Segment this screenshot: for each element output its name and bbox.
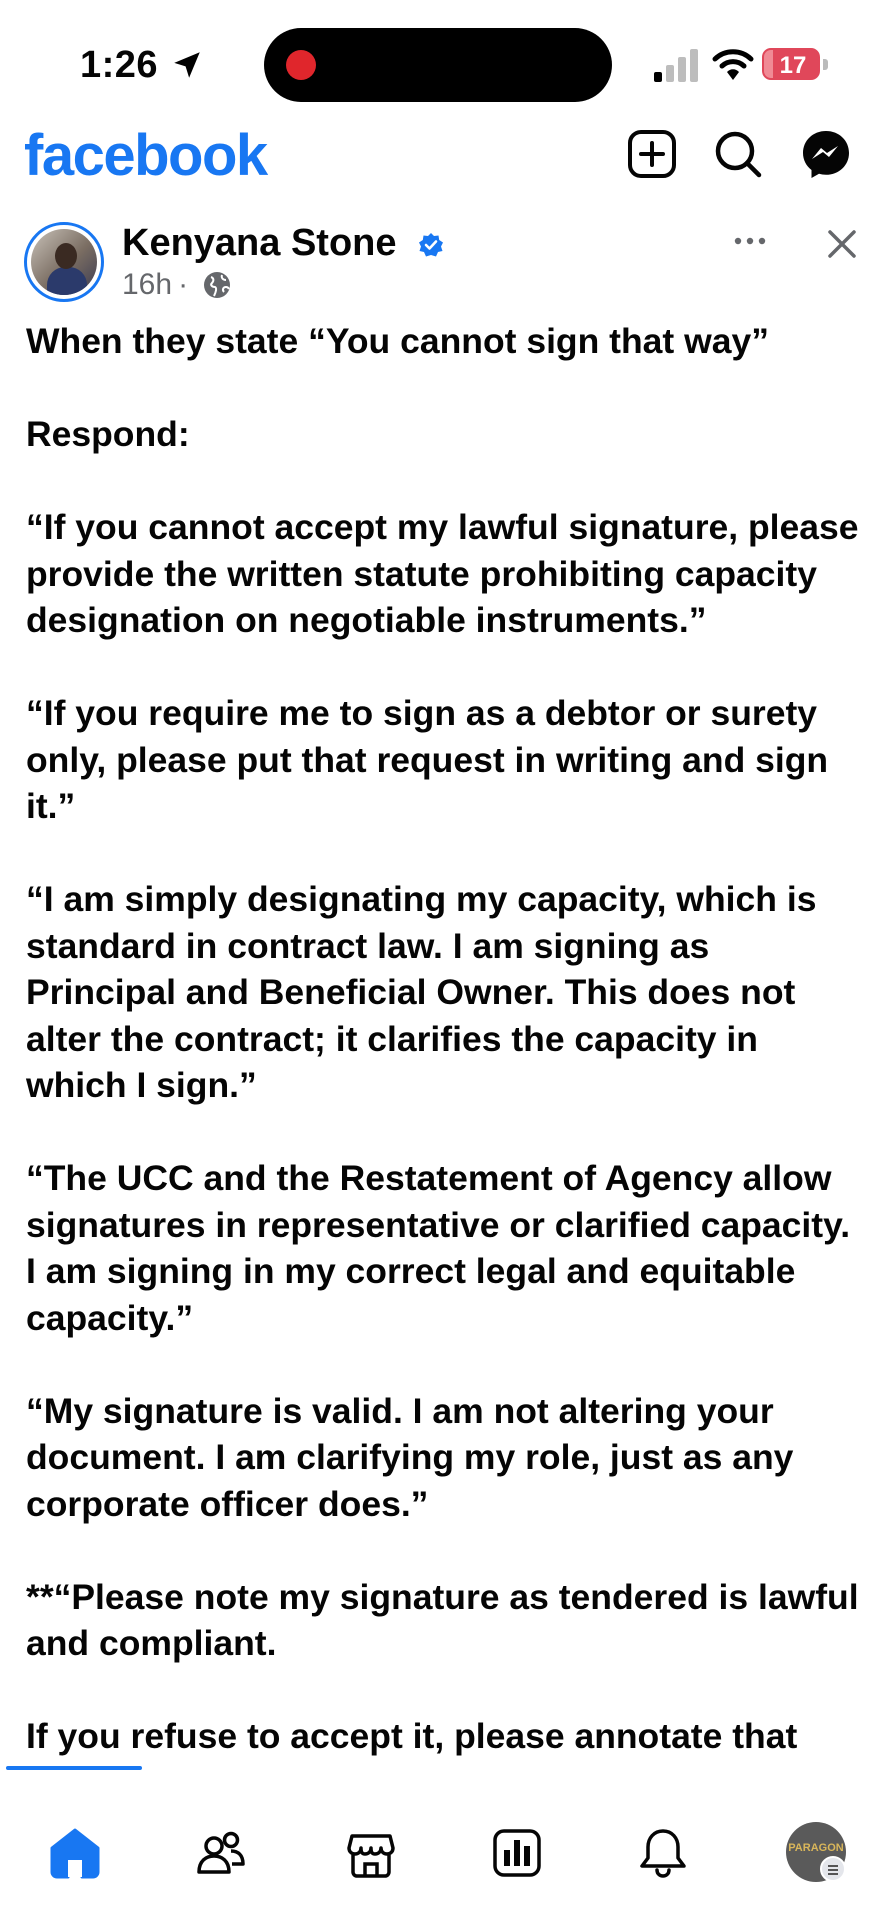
post-meta xyxy=(122,268,232,302)
active-tab-indicator xyxy=(6,1766,142,1770)
plus-square-icon[interactable] xyxy=(626,128,678,180)
author-avatar[interactable] xyxy=(24,222,104,302)
post-paragraph: “If you cannot accept my lawful signature, please provide the written statute prohibiting capacity designation on negotiable instruments.” xyxy=(26,507,859,640)
friends-icon[interactable] xyxy=(194,1826,248,1880)
post-paragraph: If you refuse to accept it, please annotate that xyxy=(26,1716,798,1756)
post-text xyxy=(26,318,866,1760)
profile-menu-button[interactable] xyxy=(786,1822,846,1882)
cellular-signal-icon xyxy=(652,48,698,82)
post-paragraph: “If you require me to sign as a debtor or surety only, please put that request in writing and sign it.” xyxy=(26,693,829,826)
post-paragraph: “My signature is valid. I am not altering your document. I am clarifying my role, just as any corporate officer does.” xyxy=(26,1390,794,1524)
profile-avatar-text: PARAGON xyxy=(788,1842,844,1854)
post-paragraph: **“Please note my signature as tendered is lawful and compliant. xyxy=(26,1576,859,1663)
menu-icon xyxy=(820,1856,846,1882)
location-arrow-icon xyxy=(170,48,204,82)
post-paragraph: When they state “You cannot sign that way” xyxy=(26,321,769,361)
dynamic-island xyxy=(264,28,612,102)
notifications-icon[interactable] xyxy=(636,1826,690,1880)
marketplace-icon[interactable] xyxy=(344,1826,398,1880)
wifi-icon xyxy=(712,46,754,82)
battery-indicator xyxy=(762,48,828,82)
verified-badge-icon xyxy=(418,232,444,258)
dashboard-icon[interactable] xyxy=(490,1826,544,1880)
status-bar xyxy=(0,0,884,120)
meta-separator: · xyxy=(178,268,189,301)
messenger-icon[interactable] xyxy=(800,128,852,180)
search-icon[interactable] xyxy=(712,128,764,180)
globe-icon xyxy=(202,270,232,300)
status-time: 1:26 xyxy=(80,44,159,86)
post-paragraph: “I am simply designating my capacity, which is standard in contract law. I am signing as Principal and Beneficial Owner. This does not alter the contract; it clarifies the capacity in which I sign.” xyxy=(26,879,817,1105)
recording-indicator-icon xyxy=(286,50,316,80)
battery-level: 17 xyxy=(779,52,807,79)
facebook-logo[interactable]: facebook xyxy=(24,123,267,188)
post-time[interactable]: 16h xyxy=(122,268,173,301)
author-name[interactable]: Kenyana Stone xyxy=(122,222,397,264)
post-paragraph: Respond: xyxy=(26,414,190,454)
more-options-icon[interactable] xyxy=(730,226,770,256)
bottom-nav xyxy=(0,1764,884,1920)
home-icon[interactable] xyxy=(48,1826,102,1880)
close-icon[interactable] xyxy=(822,224,862,264)
post-paragraph: “The UCC and the Restatement of Agency allow signatures in representative or clarified capacity. I am signing in my correct legal and equitable capacity.” xyxy=(26,1158,851,1338)
